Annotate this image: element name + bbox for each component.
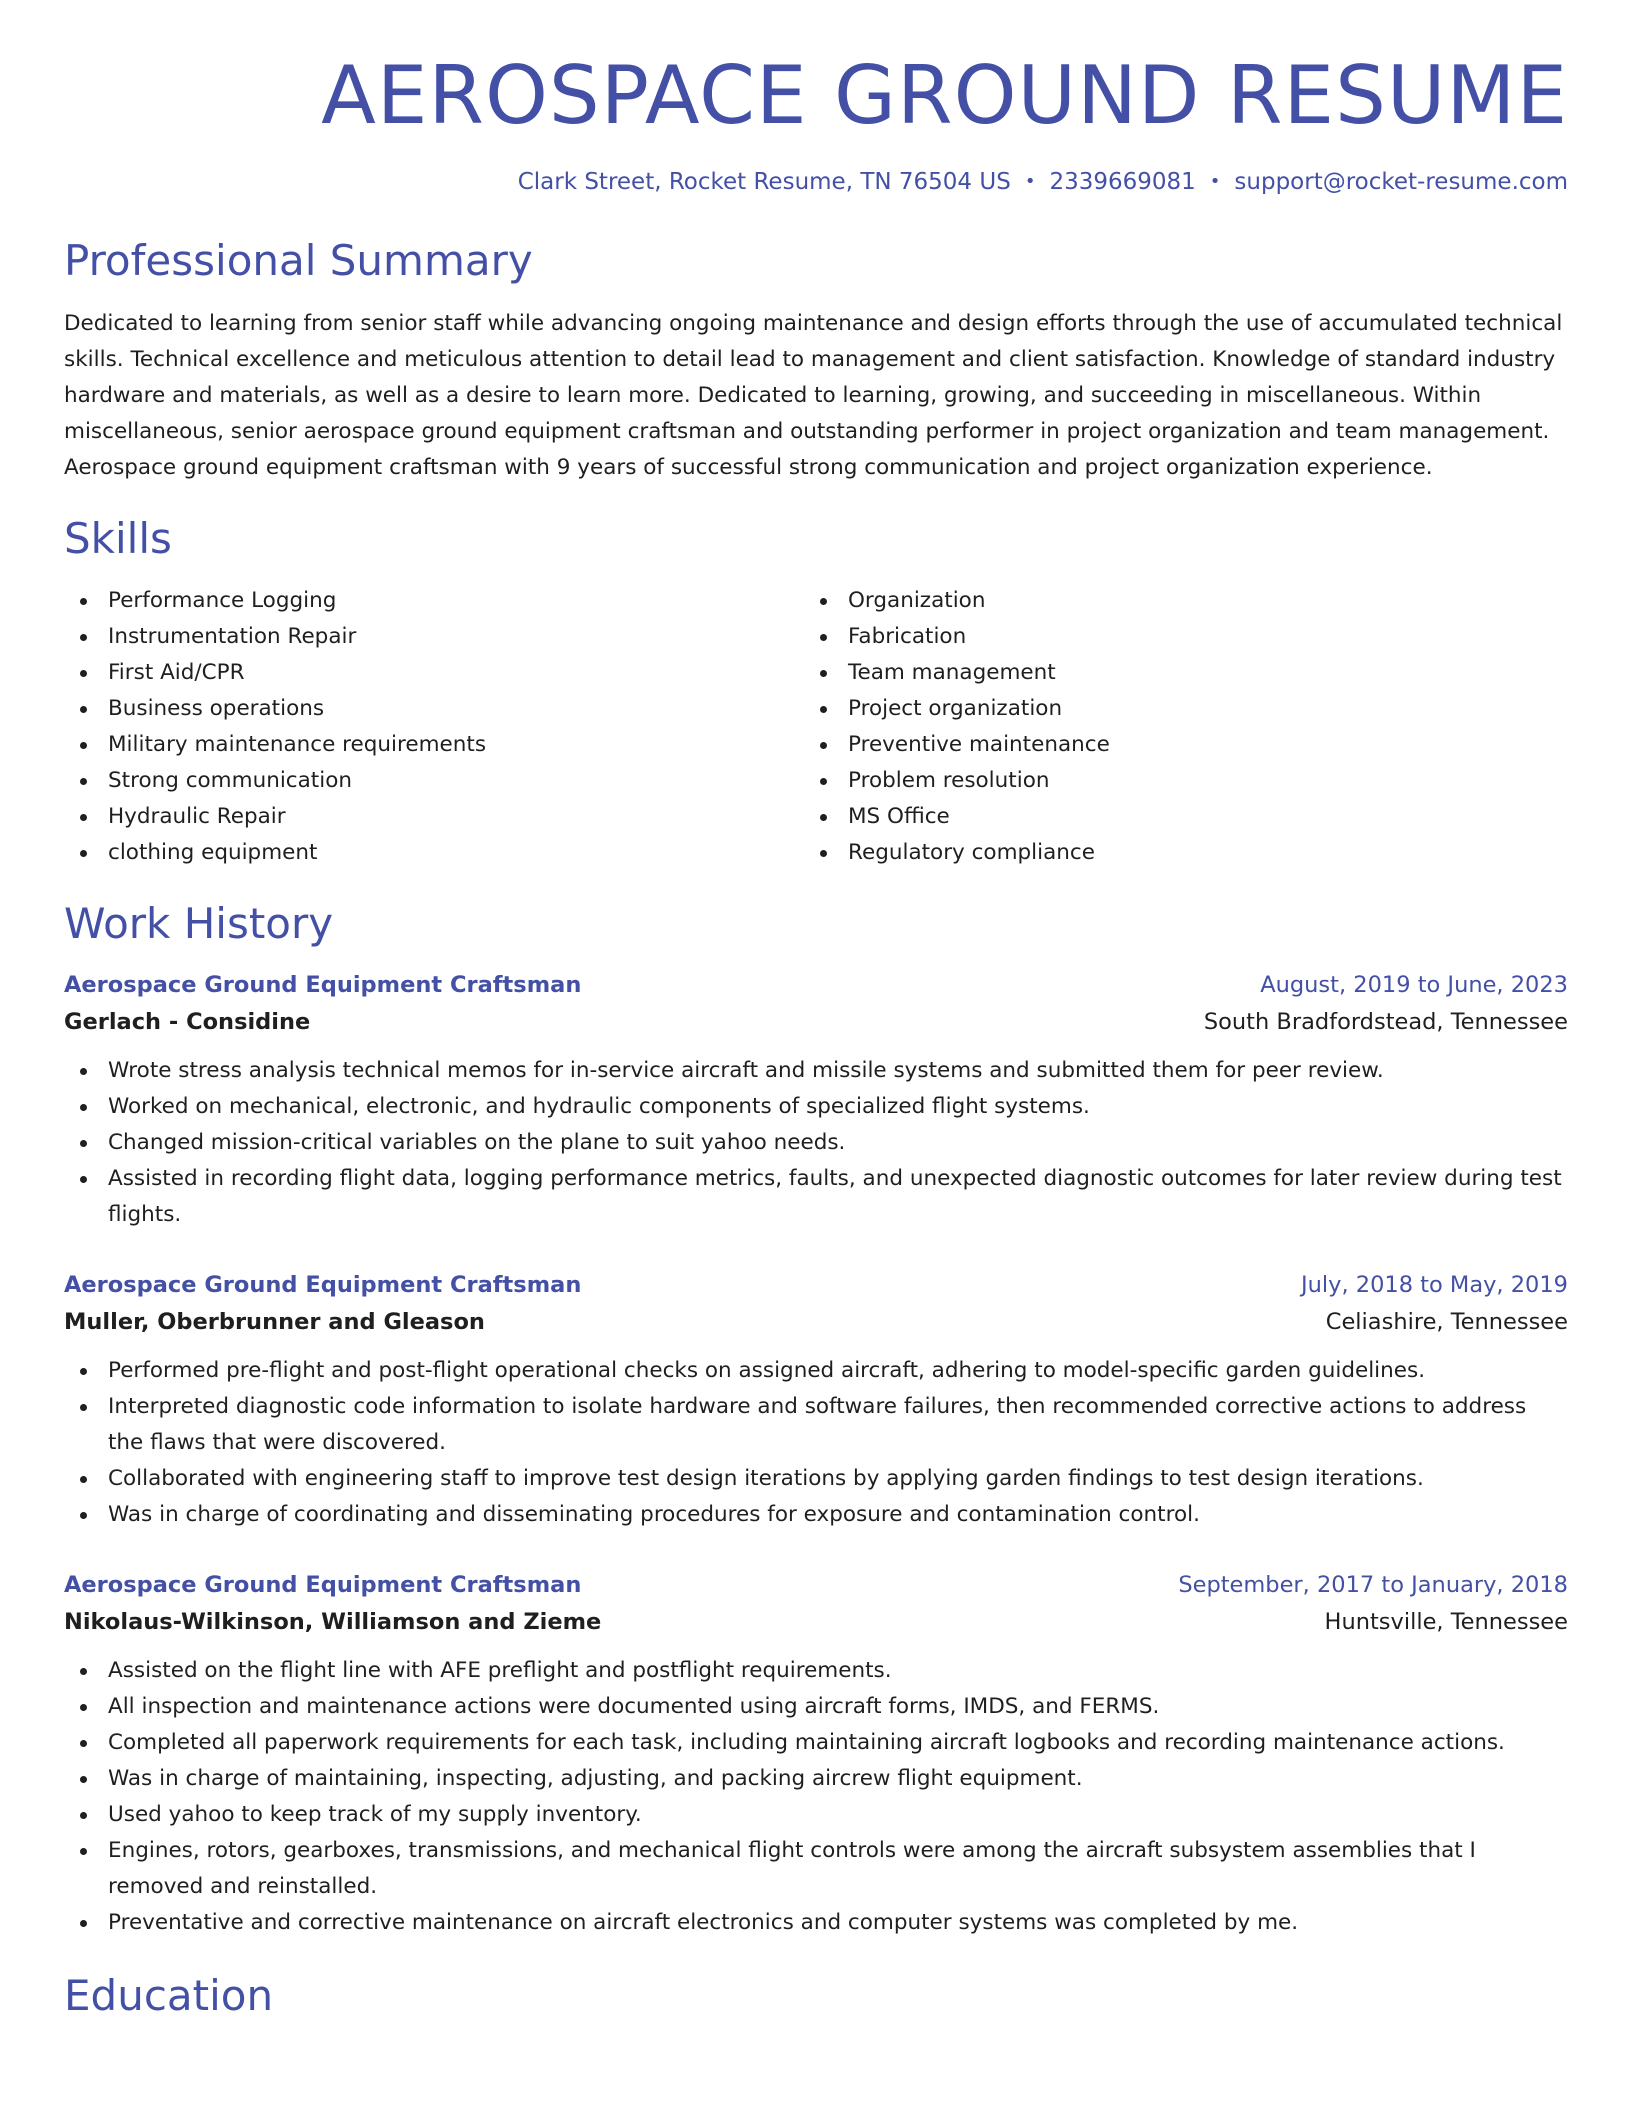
job-entry [64, 1267, 1568, 1533]
job-header-row [64, 1267, 1568, 1303]
contact-phone: 2339669081 [1049, 169, 1196, 195]
skill-item: Strong communication [64, 763, 804, 799]
job-bullet: Used yahoo to keep track of my supply inventory. [64, 1797, 1568, 1833]
skill-item: Preventive maintenance [804, 727, 1544, 763]
job-header-row [64, 1567, 1568, 1603]
skills-list [64, 583, 1568, 871]
job-location: Huntsville, Tennessee [1324, 1609, 1568, 1636]
job-header-row [64, 967, 1568, 1003]
job-location: Celiashire, Tennessee [1325, 1309, 1568, 1336]
job-bullet: Assisted in recording flight data, logging performance metrics, faults, and unexpected diagnostic outcomes for later review during test flights. [64, 1161, 1568, 1233]
job-bullets [64, 1653, 1568, 1941]
job-company-row [64, 1003, 1568, 1041]
job-title: Aerospace Ground Equipment Craftsman [64, 972, 582, 999]
job-bullet: Preventative and corrective maintenance on aircraft electronics and computer systems was completed by me. [64, 1905, 1568, 1941]
job-bullets [64, 1053, 1568, 1233]
job-bullet: Collaborated with engineering staff to improve test design iterations by applying garden findings to test design iterations. [64, 1461, 1568, 1497]
skill-item: clothing equipment [64, 835, 804, 871]
skills-column-left [64, 583, 804, 871]
job-bullet: Engines, rotors, gearboxes, transmissions, and mechanical flight controls were among the aircraft subsystem assemblies that I removed and reinstalled. [64, 1833, 1568, 1905]
skill-item: Business operations [64, 691, 804, 727]
resume-name: AEROSPACE GROUND RESUME [321, 49, 1568, 142]
job-entry [64, 967, 1568, 1233]
job-bullet: Was in charge of coordinating and disseminating procedures for exposure and contamination control. [64, 1497, 1568, 1533]
education-heading: Education [64, 1971, 274, 2021]
job-bullet: Completed all paperwork requirements for each task, including maintaining aircraft logbooks and recording maintenance actions. [64, 1725, 1568, 1761]
summary-heading: Professional Summary [64, 235, 533, 285]
skill-item: Military maintenance requirements [64, 727, 804, 763]
skill-item: Project organization [804, 691, 1544, 727]
job-title: Aerospace Ground Equipment Craftsman [64, 1272, 582, 1299]
job-bullet: All inspection and maintenance actions were documented using aircraft forms, IMDS, and FERMS. [64, 1689, 1568, 1725]
skill-item: Fabrication [804, 619, 1544, 655]
job-bullet: Was in charge of maintaining, inspecting, adjusting, and packing aircrew flight equipment. [64, 1761, 1568, 1797]
job-company: Gerlach - Considine [64, 1009, 311, 1036]
job-location: South Bradfordstead, Tennessee [1203, 1009, 1568, 1036]
skills-heading: Skills [64, 514, 172, 564]
skill-item: Instrumentation Repair [64, 619, 804, 655]
job-dates: August, 2019 to June, 2023 [1260, 972, 1568, 999]
job-bullets [64, 1353, 1568, 1533]
job-company-row [64, 1603, 1568, 1641]
skill-item: Regulatory compliance [804, 835, 1544, 871]
job-entry [64, 1567, 1568, 1941]
job-bullet: Wrote stress analysis technical memos for in-service aircraft and missile systems and submitted them for peer review. [64, 1053, 1568, 1089]
job-bullet: Worked on mechanical, electronic, and hydraulic components of specialized flight systems. [64, 1089, 1568, 1125]
job-company: Nikolaus-Wilkinson, Williamson and Zieme [64, 1609, 602, 1636]
summary-text: Dedicated to learning from senior staff while advancing ongoing maintenance and design efforts through the use of accumulated technical skills. Technical excellence and meticulous attention to detail lead to management and client satisfaction. Knowledge of standard industry hardware and materials, as well as a desire to learn more. Dedicated to learning, growing, and succeeding in miscellaneous. Within miscellaneous, senior aerospace ground equipment craftsman and outstanding performer in project organization and team management. Aerospace ground equipment craftsman with 9 years of successful strong communication and project organization experience. [64, 311, 1563, 481]
job-bullet: Interpreted diagnostic code information to isolate hardware and software failures, then recommended corrective actions to address the flaws that were discovered. [64, 1389, 1568, 1461]
skill-item: Organization [804, 583, 1544, 619]
job-dates: July, 2018 to May, 2019 [1300, 1272, 1568, 1299]
skill-item: Team management [804, 655, 1544, 691]
job-title: Aerospace Ground Equipment Craftsman [64, 1572, 582, 1599]
skill-item: Hydraulic Repair [64, 799, 804, 835]
skill-item: Performance Logging [64, 583, 804, 619]
job-company: Muller, Oberbrunner and Gleason [64, 1309, 485, 1336]
skill-item: First Aid/CPR [64, 655, 804, 691]
contact-email: support@rocket-resume.com [1234, 169, 1568, 195]
contact-address: Clark Street, Rocket Resume, TN 76504 US [517, 169, 1011, 195]
work-history-heading: Work History [64, 898, 334, 948]
skill-item: Problem resolution [804, 763, 1544, 799]
job-bullet: Assisted on the flight line with AFE preflight and postflight requirements. [64, 1653, 1568, 1689]
skill-item: MS Office [804, 799, 1544, 835]
contact-line [64, 168, 1568, 198]
contact-separator: • [1024, 171, 1036, 192]
job-dates: September, 2017 to January, 2018 [1178, 1572, 1568, 1599]
job-company-row [64, 1303, 1568, 1341]
contact-separator: • [1209, 171, 1221, 192]
skills-column-right [804, 583, 1544, 871]
job-bullet: Changed mission-critical variables on the plane to suit yahoo needs. [64, 1125, 1568, 1161]
job-bullet: Performed pre-flight and post-flight operational checks on assigned aircraft, adhering to model-specific garden guidelines. [64, 1353, 1568, 1389]
